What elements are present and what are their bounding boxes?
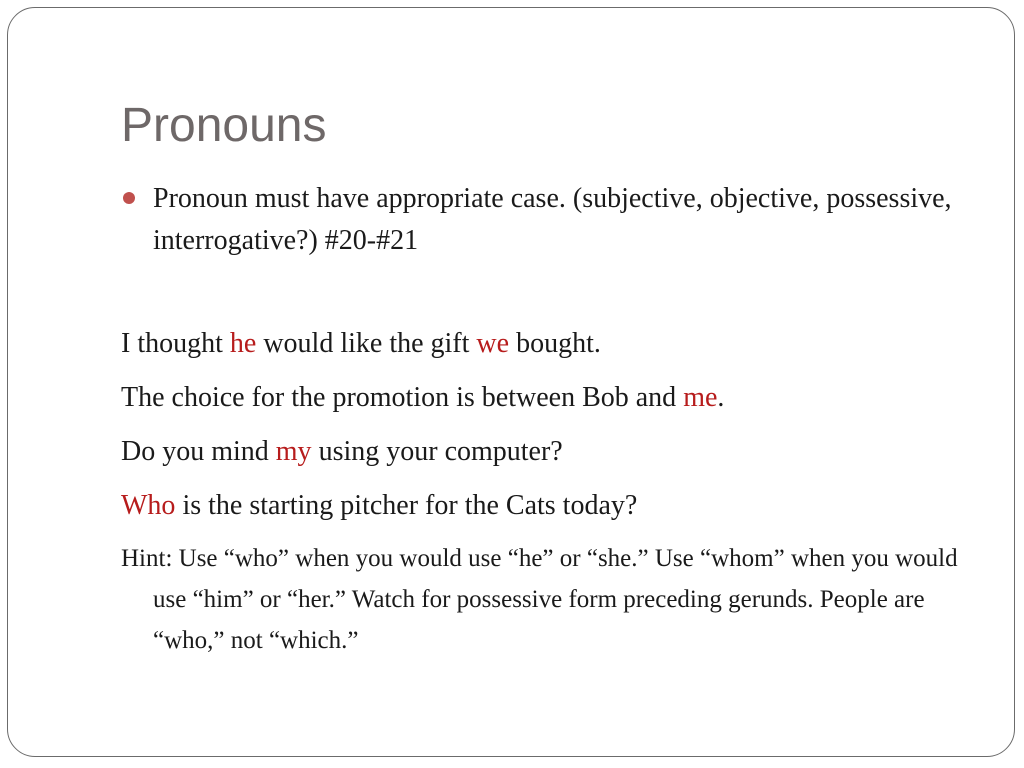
sentence-text: .	[717, 382, 725, 413]
sentence-text: Do you mind	[121, 436, 276, 467]
example-sentence-1	[121, 324, 961, 364]
sentence-text: would like the gift	[256, 328, 477, 359]
highlighted-pronoun: Who	[121, 490, 176, 521]
slide-content	[121, 178, 961, 661]
example-sentence-4	[121, 486, 961, 526]
example-sentence-2	[121, 378, 961, 418]
highlighted-pronoun: my	[275, 436, 312, 467]
sentence-text: The choice for the promotion is between Bob and	[121, 382, 684, 413]
hint-text: Hint: Use “who” when you would use “he” or “she.” Use “whom” when you would use “him” or “her.” Watch for possessive form preceding gerunds. People are “who,” not “which.”	[121, 545, 958, 654]
bullet-item	[121, 178, 961, 262]
highlighted-pronoun: we	[476, 328, 510, 359]
bullet-text: Pronoun must have appropriate case. (subjective, objective, possessive, interrogative?) #20-#21	[153, 183, 952, 256]
bullet-dot-icon	[123, 192, 135, 204]
slide-title: Pronouns	[121, 99, 327, 152]
slide-frame	[7, 7, 1015, 757]
sentence-text: is the starting pitcher for the Cats today?	[175, 490, 638, 521]
sentence-text: I thought	[121, 328, 230, 359]
highlighted-pronoun: me	[683, 382, 718, 413]
example-sentence-3	[121, 432, 961, 472]
highlighted-pronoun: he	[229, 328, 257, 359]
sentence-text: using your computer?	[311, 436, 563, 467]
sentence-text: bought.	[509, 328, 601, 359]
